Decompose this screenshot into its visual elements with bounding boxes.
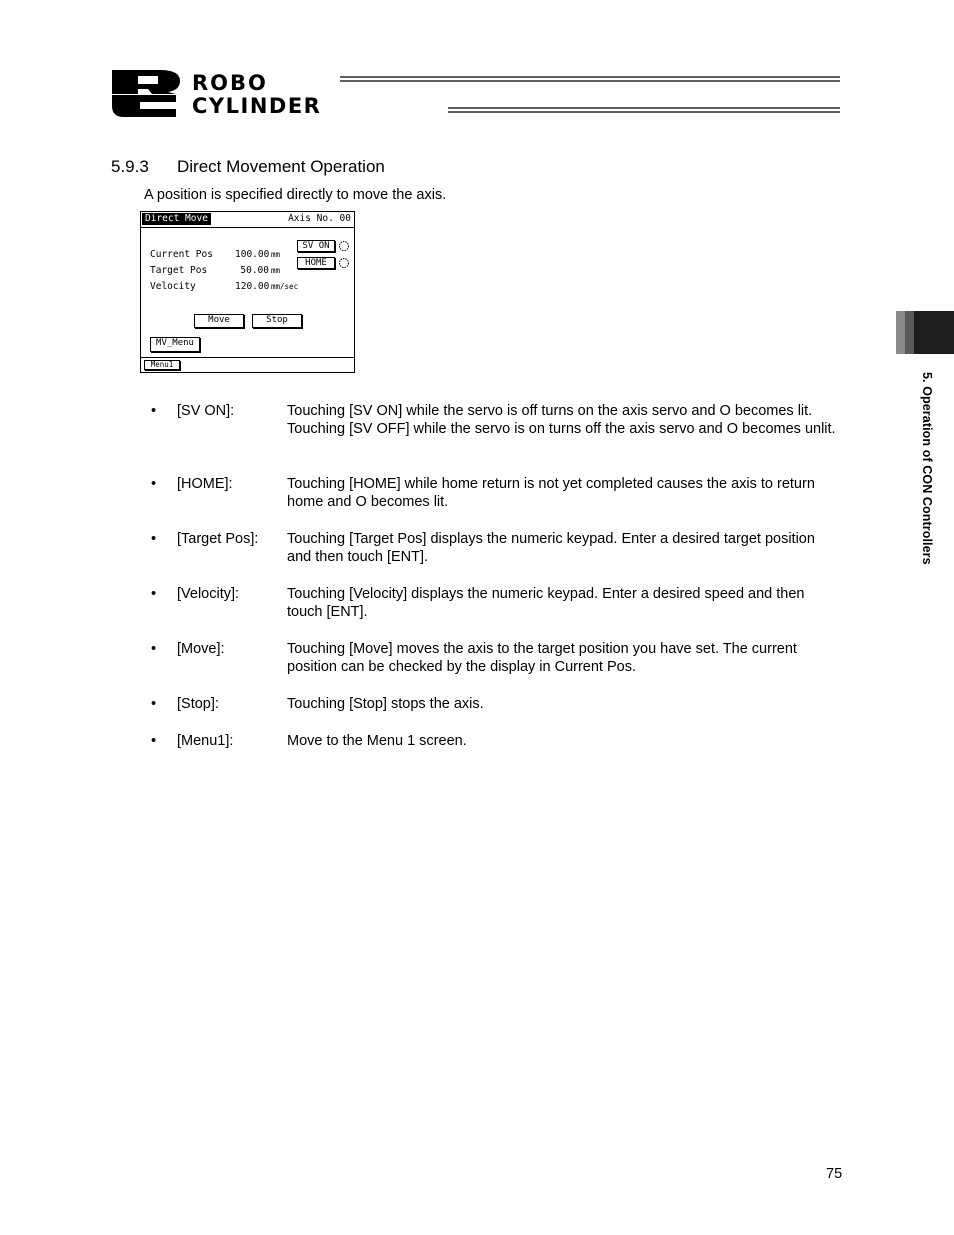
item-desc: Touching [Stop] stops the axis. — [287, 696, 484, 712]
move-button[interactable]: Move — [194, 314, 244, 328]
current-pos-label: Current Pos — [150, 249, 213, 260]
item-desc: Touching [SV ON] while the servo is off turns on the axis servo and O becomes lit. Touching [SV OFF] while the servo is on turns off the axis servo and O becomes unlit. — [287, 403, 836, 437]
chapter-tab — [896, 311, 954, 354]
velocity-unit: mm/sec — [271, 282, 299, 291]
robo-cylinder-logo — [110, 68, 842, 118]
velocity-value[interactable]: 120.00 — [235, 281, 270, 292]
item-desc: Touching [Target Pos] displays the numeric keypad. Enter a desired target position and then touch [ENT]. — [287, 531, 815, 565]
screen-title: Direct Move — [142, 213, 211, 225]
current-pos-unit: mm — [271, 250, 281, 259]
axis-number: Axis No. 00 — [288, 213, 351, 224]
page-number: 75 — [826, 1166, 843, 1182]
item-term: [Move]: — [177, 641, 225, 657]
home-button[interactable]: HOME — [297, 257, 335, 269]
svg-text:ROBO: ROBO — [192, 71, 268, 95]
section-number: 5.9.3 — [111, 157, 149, 176]
item-desc: Move to the Menu 1 screen. — [287, 733, 467, 749]
sv-on-button[interactable]: SV ON — [297, 240, 335, 252]
current-pos-value: 100.00 — [235, 249, 270, 260]
svg-text:CYLINDER: CYLINDER — [192, 94, 322, 118]
intro-text: A position is specified directly to move the axis. — [144, 187, 447, 203]
velocity-label[interactable]: Velocity — [150, 281, 196, 292]
menu1-button[interactable]: Menu1 — [144, 360, 180, 370]
item-term: [SV ON]: — [177, 403, 235, 419]
item-term: [Target Pos]: — [177, 531, 259, 547]
target-pos-unit: mm — [271, 266, 281, 275]
rc-logo-mark — [110, 68, 842, 118]
home-lamp-icon — [338, 257, 350, 269]
item-term: [Stop]: — [177, 696, 219, 712]
item-desc: Touching [HOME] while home return is not yet completed causes the axis to return home and O becomes lit. — [287, 476, 815, 510]
section-heading — [111, 157, 385, 177]
item-term: [Velocity]: — [177, 586, 240, 602]
chapter-label: 5. Operation of CON Controllers — [920, 372, 934, 565]
target-pos-label[interactable]: Target Pos — [150, 265, 208, 276]
item-desc: Touching [Move] moves the axis to the target position you have set. The current position can be checked by the display in Current Pos. — [287, 641, 797, 675]
section-title: Direct Movement Operation — [177, 157, 385, 176]
servo-lamp-icon — [338, 240, 350, 252]
stop-button[interactable]: Stop — [252, 314, 302, 328]
item-term: [HOME]: — [177, 476, 233, 492]
item-desc: Touching [Velocity] displays the numeric keypad. Enter a desired speed and then touch [ENT]. — [287, 586, 805, 620]
item-term: [Menu1]: — [177, 733, 234, 749]
target-pos-value[interactable]: 50.00 — [240, 265, 269, 276]
mv-menu-button[interactable]: MV_Menu — [150, 337, 200, 352]
direct-move-screen — [140, 211, 355, 373]
